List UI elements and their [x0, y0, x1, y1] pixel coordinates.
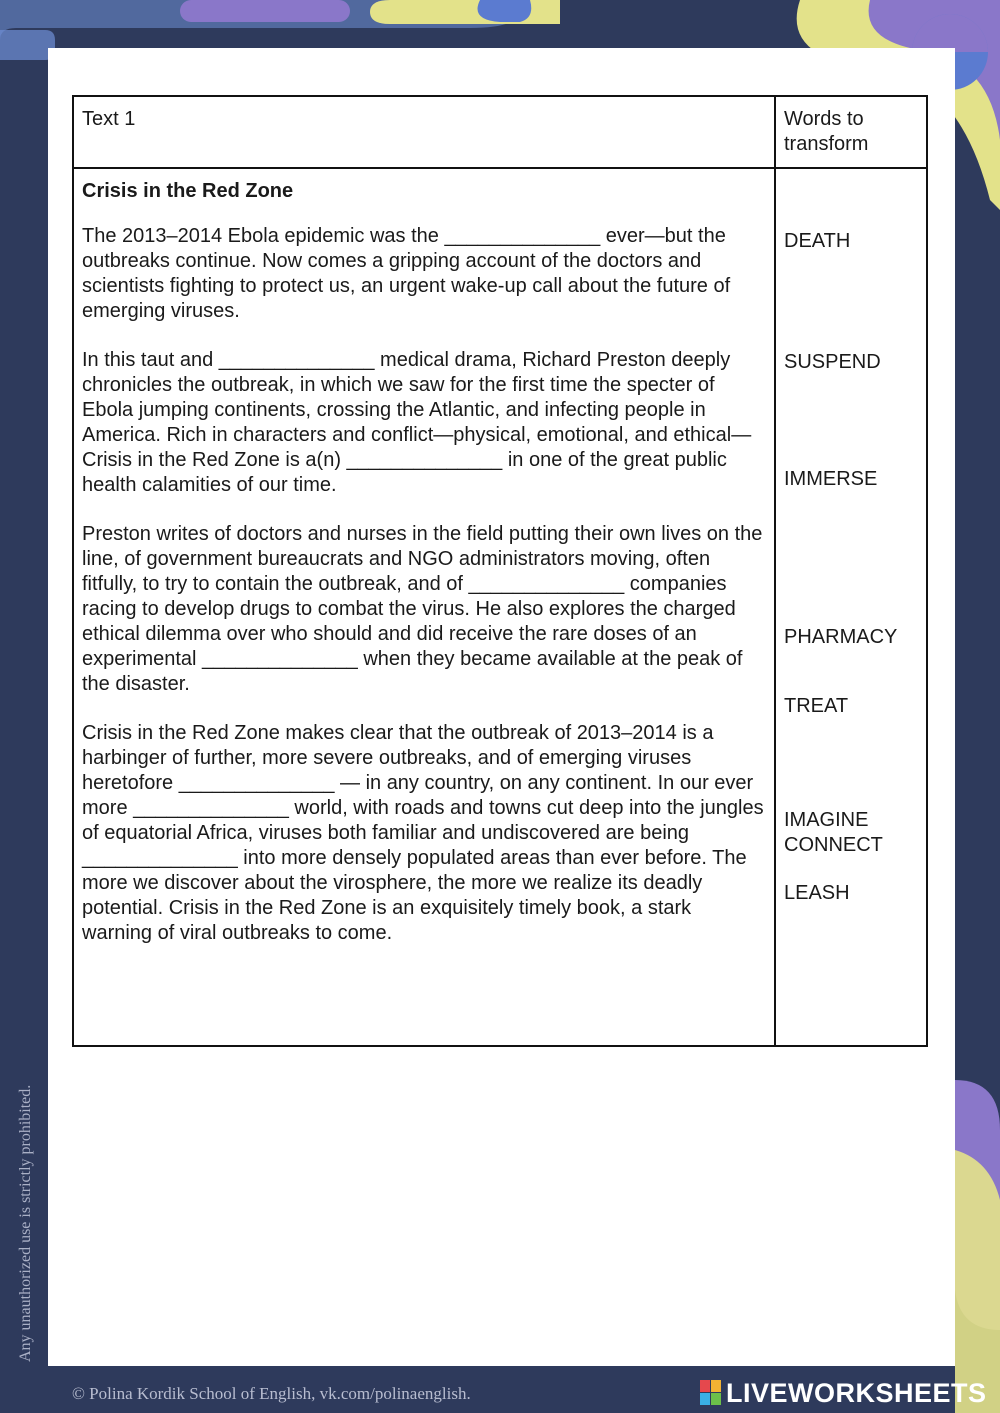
- copyright-footer: © Polina Kordik School of English, vk.com/polinaenglish.: [72, 1384, 471, 1403]
- liveworksheets-logo[interactable]: [700, 1376, 987, 1410]
- paragraph-4: Crisis in the Red Zone makes clear that the outbreak of 2013–2014 is a harbinger of further, more severe outbreaks, and of emerging viruses heretofore ______________ — in any country, on any continent. In our ever more ______________ world, with roads and towns cut deep into the jungles of equatorial Africa, viruses both familiar and undiscovered are being ______________ into more densely populated areas than ever before. The more we discover about the virosphere, the more we realize its deadly potential. Crisis in the Red Zone is an exquisitely timely book, a stark warning of viral outbreaks to come.: [82, 722, 764, 944]
- worksheet-page: [48, 48, 955, 1366]
- header-words-cell: Words to transform: [775, 96, 927, 168]
- word-death: DEATH: [784, 230, 851, 252]
- paragraph-3: Preston writes of doctors and nurses in the field putting their own lives on the line, of government bureaucrats and NGO administrators moving, often fitfully, to try to contain the outbreak, and of ______________ companies racing to develop drugs to combat the virus. He also explores the charged ethical dilemma over who should and did receive the rare doses of an experimental ______________ when they became available at the peak of the disaster.: [82, 523, 763, 695]
- word-treat: TREAT: [784, 695, 849, 717]
- word-imagine: IMAGINE: [784, 809, 869, 831]
- liveworksheets-brand: LIVEWORKSHEETS: [726, 1377, 987, 1408]
- text-cell: [73, 168, 775, 1046]
- word-pharmacy: PHARMACY: [784, 626, 898, 648]
- text-title: Crisis in the Red Zone: [82, 180, 294, 202]
- worksheet-table: [72, 95, 928, 1047]
- word-leash: LEASH: [784, 882, 850, 904]
- usage-notice: Any unauthorized use is strictly prohibited.: [17, 1084, 34, 1362]
- word-connect: CONNECT: [784, 834, 883, 856]
- paragraph-1: The 2013–2014 Ebola epidemic was the ______________ ever—but the outbreaks continue. Now comes a gripping account of the doctors and scientists fighting to protect us, an urgent wake-up call about the future of emerging viruses.: [82, 225, 731, 322]
- words-cell: [775, 168, 927, 1046]
- header-text-cell: Text 1: [73, 96, 775, 168]
- word-immerse: IMMERSE: [784, 468, 878, 490]
- liveworksheets-logo-icon: [700, 1380, 722, 1406]
- word-suspend: SUSPEND: [784, 351, 881, 373]
- paragraph-2: In this taut and ______________ medical drama, Richard Preston deeply chronicles the outbreak, in which we saw for the first time the specter of Ebola jumping continents, crossing the Atlantic, and infecting people in America. Rich in characters and conflict—physical, emotional, and ethical—Crisis in the Red Zone is a(n) ______________ in one of the great public health calamities of our time.: [82, 349, 752, 496]
